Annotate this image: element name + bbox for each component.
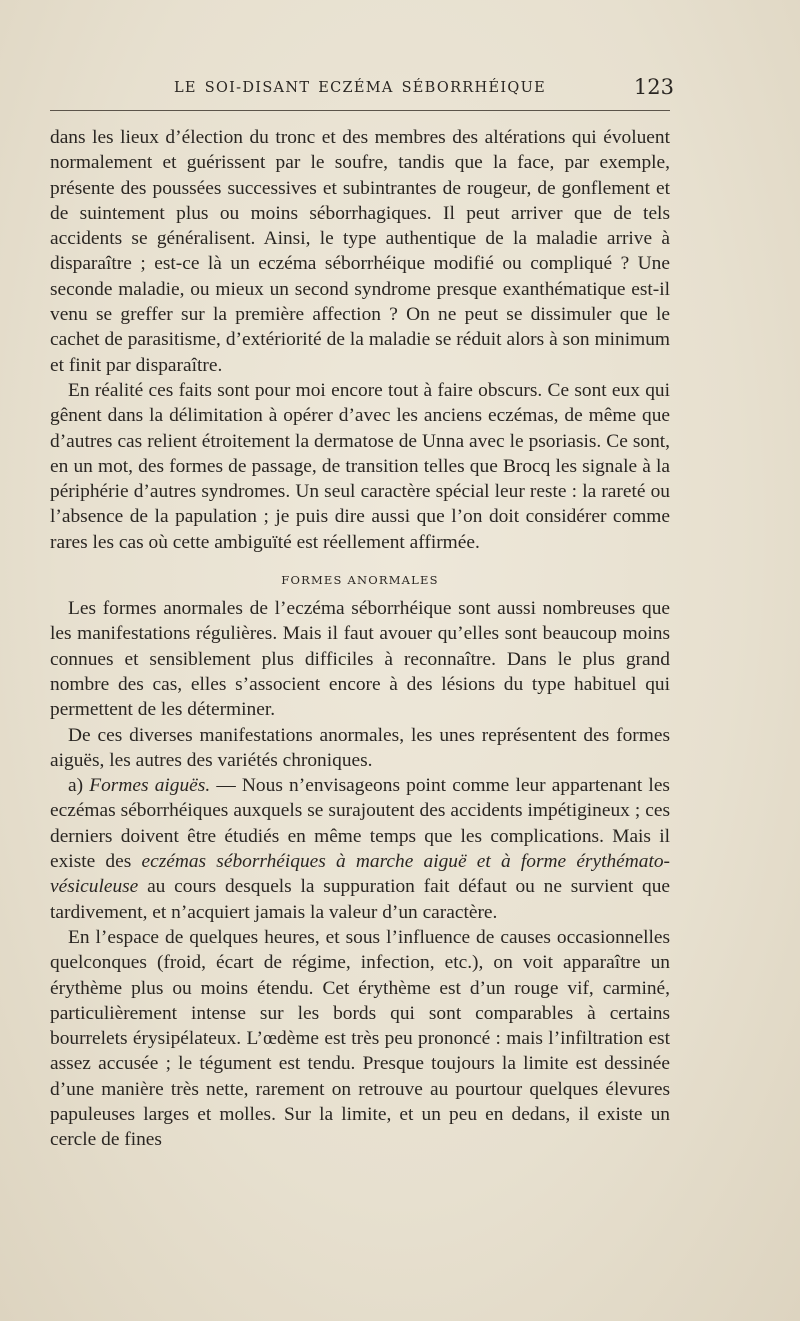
acute-forms-emphasis: eczémas séborrhéiques à marche aiguë et à forme érythémato-vésiculeuse bbox=[50, 851, 671, 898]
body-text bbox=[50, 125, 670, 1153]
paragraph-acute-chronic: De ces diverses manifestations anormales, les unes représentent des formes aiguës, les autres des variétés chroniques. bbox=[50, 724, 670, 771]
acute-forms-text-a: — Nous n’envisageons point comme leur appartenant les eczémas séborrhéiques auxquels se surajoutent des accidents impétigineux ; ces derniers doivent être étudiés en même temps que les complications. Mais il existe des bbox=[50, 775, 670, 873]
paragraph-obscure-cases: En réalité ces faits sont pour moi encore tout à faire obscurs. Ce sont eux qui gênent dans la délimitation à opérer d’avec les anciens eczémas, de même que d’autres cas relient étroitement la dermatose de Unna avec le psoriasis. Ce sont, en un mot, des formes de passage, de transition telles que Brocq les signale à la périphérie d’autres syndromes. Un seul caractère spécial leur reste : la rareté ou l’absence de la papulation ; je puis dire aussi que l’on doit considérer comme rares les cas où cette ambiguïté est réellement affirmée. bbox=[50, 379, 670, 553]
acute-forms-title: Formes aiguës. bbox=[89, 775, 211, 797]
paragraph-acute-forms bbox=[50, 773, 670, 925]
paragraph-continued: dans les lieux d’élection du tronc et des membres des altérations qui évoluent normalement et guérissent par le soufre, tandis que la face, par exemple, présente des poussées successives et subintrantes de rougeur, de gonflement et de suintement plus ou moins séborrhagiques. Il peut arriver que de tels accidents se généralisent. Ainsi, le type authentique de la maladie arrive à disparaître ; est-ce là un eczéma séborrhéique modifié ou compliqué ? Une seconde maladie, ou mieux un second syndrome presque exanthématique est-il venu se greffer sur la première affection ? On ne peut se dissimuler que le cachet de parasitisme, d’extériorité de la maladie se réduit alors à son minimum et finit par disparaître. bbox=[50, 127, 670, 376]
section-heading: FORMES ANORMALES bbox=[281, 573, 439, 588]
paragraph-erythema: En l’espace de quelques heures, et sous l’influence de causes occasionnelles quelconques (froid, écart de régime, infection, etc.), on voit apparaître un érythème plus ou moins étendu. Cet érythème est d’un rouge vif, carminé, particulièrement intense sur les bords qui sont comparables à certains bourrelets érysipélateux. L’œdème est très peu prononcé : mais l’infiltration est assez accusée ; le tégument est tendu. Presque toujours la limite est dessinée d’une manière très nette, rarement on retrouve au pourtour quelques élevures papuleuses larges et molles. Sur la limite, et un peu en dedans, il existe un cercle de fines bbox=[50, 926, 670, 1151]
acute-forms-text-c: au cours desquels la suppuration fait défaut ou ne survient que tardivement, et n’acquiert jamais la valeur d’un caractère. bbox=[50, 876, 670, 923]
list-label: a) bbox=[68, 775, 84, 797]
running-title: LE SOI-DISANT ECZÉMA SÉBORRHÉIQUE bbox=[174, 80, 546, 96]
page-header bbox=[50, 70, 674, 111]
paragraph-abnormal-forms: Les formes anormales de l’eczéma séborrhéique sont aussi nombreuses que les manifestations régulières. Mais il faut avouer qu’elles sont beaucoup moins connues et sensiblement plus difficiles à reconnaître. Dans le plus grand nombre des cas, elles s’associent encore à des lésions du type habituel qui permettent de les déterminer. bbox=[50, 598, 670, 721]
page-number: 123 bbox=[633, 75, 674, 99]
book-page bbox=[50, 70, 674, 1153]
